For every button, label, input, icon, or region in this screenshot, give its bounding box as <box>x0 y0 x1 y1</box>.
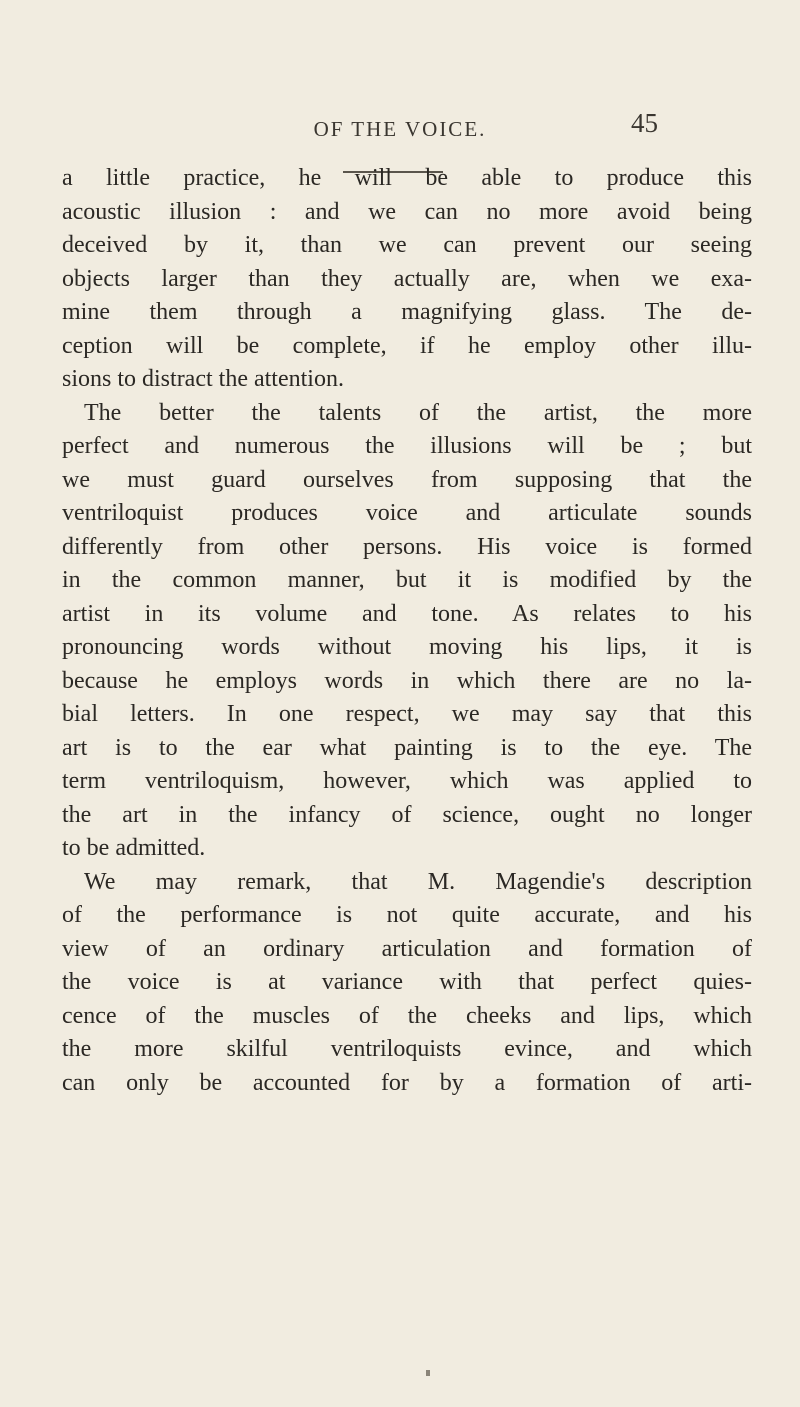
running-head <box>0 108 800 141</box>
text-line: artist in its volume and tone. As relates to his <box>62 600 752 627</box>
text-line: pronouncing words without moving his lips, it is <box>62 634 752 660</box>
text-line: in the common manner, but it is modified by the <box>62 567 752 593</box>
text-line: perfect and numerous the illusions will be ; but <box>62 433 752 459</box>
text-line: art is to the ear what painting is to the eye. The <box>62 734 752 761</box>
text-line: the voice is at variance with that perfect quies- <box>62 969 752 995</box>
text-line: we must guard ourselves from supposing that the <box>62 466 752 493</box>
text-line: to be admitted. <box>62 835 206 861</box>
text-line: term ventriloquism, however, which was applied to <box>62 768 752 794</box>
text-line: sions to distract the attention. <box>62 366 344 392</box>
text-line: of the performance is not quite accurate, and his <box>62 902 752 928</box>
text-line: a little practice, he will be able to produce this <box>62 165 752 191</box>
text-line: the more skilful ventriloquists evince, and which <box>62 1036 752 1062</box>
running-title: OF THE VOICE. <box>313 117 487 141</box>
text-line: because he employs words in which there are no la- <box>62 667 752 694</box>
text-line: differently from other persons. His voice is formed <box>62 533 752 560</box>
page-number: 45 <box>631 108 658 138</box>
text-line: The better the talents of the artist, the more <box>84 399 752 426</box>
text-line: objects larger than they actually are, when we exa- <box>62 265 752 292</box>
text-line: view of an ordinary articulation and formation of <box>62 935 752 962</box>
text-line: can only be accounted for by a formation of arti- <box>62 1069 752 1096</box>
body-text <box>62 162 752 1100</box>
text-line: ception will be complete, if he employ other illu- <box>62 332 752 359</box>
text-line: bial letters. In one respect, we may say that this <box>62 701 752 727</box>
text-line: cence of the muscles of the cheeks and lips, which <box>62 1002 752 1029</box>
text-line: the art in the infancy of science, ought no longer <box>62 801 752 828</box>
print-mark <box>426 1370 430 1376</box>
text-line: deceived by it, than we can prevent our seeing <box>62 232 752 258</box>
text-line: We may remark, that M. Magendie's description <box>84 868 752 895</box>
text-line: acoustic illusion : and we can no more avoid being <box>62 198 752 225</box>
text-line: mine them through a magnifying glass. The de- <box>62 299 752 325</box>
text-line: ventriloquist produces voice and articulate sounds <box>62 500 752 526</box>
